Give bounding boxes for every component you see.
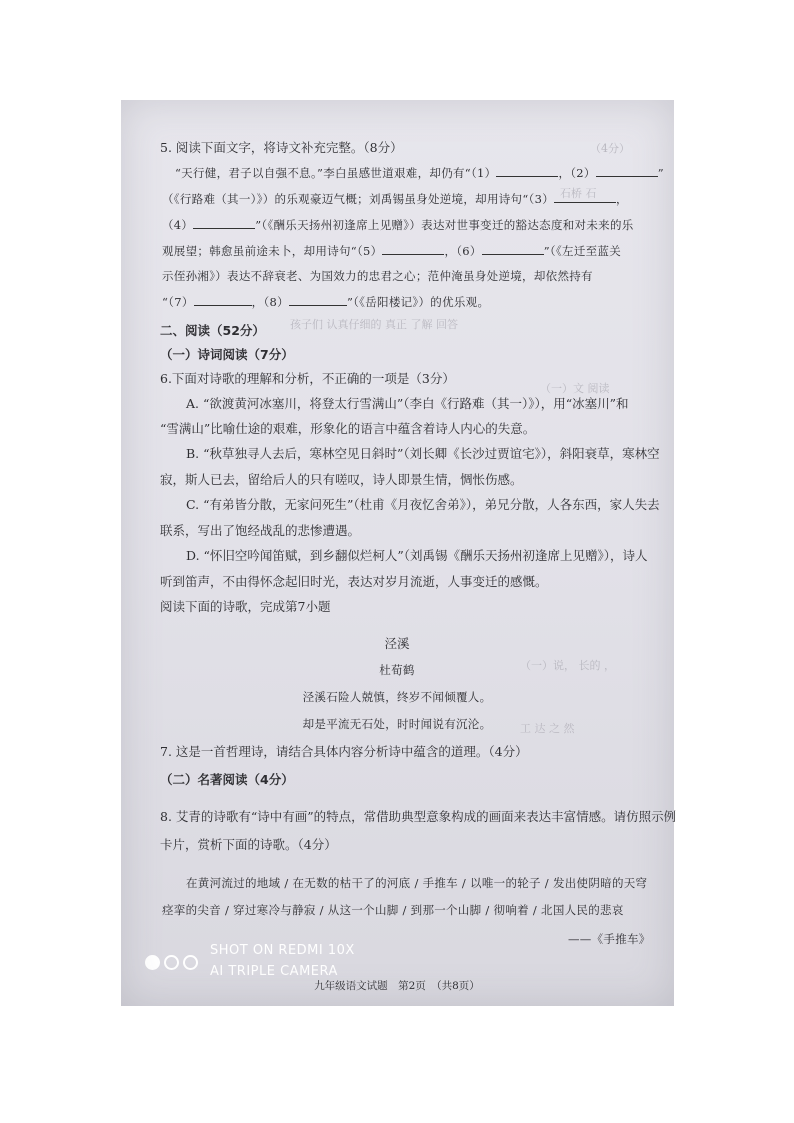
- q5-line6: “（7） ，（8） ”（《岳阳楼记》）的优乐观。: [162, 295, 490, 309]
- q5-line3: （4） ”（《酬乐天扬州初逢席上见赠》）表达对世事变迁的豁达态度和对未来的乐: [162, 218, 634, 232]
- q8-poem-source: ——《手推车》: [568, 932, 651, 946]
- q5-line2: （《行路难（其一）》）的乐观豪迈气概；刘禹锡虽身处逆境，却用诗句“（3） ，: [162, 192, 628, 206]
- q6-option-d-cont: 听到笛声，不由得怀念起旧时光，表达对岁月流逝，人事变迁的感慨。: [160, 574, 548, 589]
- answer-blank-3[interactable]: [554, 190, 616, 203]
- q8-stem-cont: 卡片，赏析下面的诗歌。（4分）: [160, 837, 337, 852]
- page-footer: 九年级语文试题 第2页 （共8页）: [314, 980, 480, 992]
- q6-option-a-cont: “雪满山”比喻仕途的艰难，形象化的语言中蕴含着诗人内心的失意。: [160, 421, 536, 436]
- q6-option-b: B. “秋草独寻人去后，寒林空见日斜时”（刘长卿《长沙过贾谊宅》），斜阳衰草，寒林空: [186, 446, 660, 461]
- bleed-through: 石桥 石: [560, 187, 597, 200]
- bleed-through: 孩子们 认真仔细的 真正 了解 回答: [290, 318, 458, 331]
- subsection-poetry-title: （一）诗词阅读（7分）: [160, 347, 294, 362]
- q6-stem: 6.下面对诗歌的理解和分析，不正确的一项是（3分）: [160, 371, 455, 386]
- bleed-through: （一）说， 长的 ，: [520, 659, 615, 672]
- poem-author: 杜荀鹤: [379, 663, 415, 677]
- poem-intro: 阅读下面的诗歌，完成第7小题: [160, 599, 331, 614]
- watermark-dot-icon: [145, 955, 160, 970]
- subsection-classics-title: （二）名著阅读（4分）: [160, 772, 294, 787]
- watermark-circle-icon: [164, 955, 179, 970]
- answer-blank-8[interactable]: [289, 293, 347, 306]
- poem-line-1: 泾溪石险人兢慎，终岁不闻倾覆人。: [302, 690, 492, 704]
- bleed-through: （一）文 阅读: [540, 382, 610, 395]
- q5-line4: 观展望；韩愈虽前途未卜，却用诗句“（5） ，（6） ”（《左迁至蓝关: [162, 244, 622, 258]
- poem-line-2: 却是平流无石处，时时闻说有沉沦。: [302, 717, 492, 731]
- poem-title: 泾溪: [384, 636, 410, 651]
- bleed-through: （4分）: [590, 142, 630, 155]
- answer-blank-5[interactable]: [382, 242, 444, 255]
- q5-line1: “天行健，君子以自强不息。”李白虽感世道艰难，却仍有“（1） ，（2） ”: [175, 166, 664, 180]
- answer-blank-4[interactable]: [193, 216, 255, 229]
- answer-blank-6[interactable]: [482, 242, 544, 255]
- q8-stem: 8. 艾青的诗歌有“诗中有画”的特点，常借助典型意象构成的画面来表达丰富情感。请仿照示例: [160, 809, 677, 824]
- watermark-line-1: SHOT ON REDMI 10X: [210, 943, 355, 958]
- q8-poem-line-2: 痉挛的尖音 / 穿过寒冷与静寂 / 从这一个山脚 / 到那一个山脚 / 彻响着 / 北国人民的悲哀: [162, 903, 624, 917]
- q6-option-d: D. “怀旧空吟闻笛赋，到乡翻似烂柯人”（刘禹锡《酬乐天扬州初逢席上见赠》），诗人: [186, 548, 648, 563]
- q6-option-b-cont: 寂，斯人已去，留给后人的只有嗟叹，诗人即景生情，惆怅伤感。: [160, 472, 523, 487]
- answer-blank-1[interactable]: [496, 164, 558, 177]
- section-reading-title: 二、阅读（52分）: [160, 323, 265, 338]
- q6-option-a: A. “欲渡黄河冰塞川，将登太行雪满山”（李白《行路难（其一）》），用“冰塞川”和: [186, 396, 629, 411]
- watermark-line-2: AI TRIPLE CAMERA: [210, 964, 338, 979]
- q5-line5: 示侄孙湘》）表达不辞衰老、为国效力的忠君之心；范仲淹虽身处逆境，却依然持有: [162, 269, 593, 283]
- q5-title: 5. 阅读下面文字，将诗文补充完整。（8分）: [160, 140, 403, 155]
- q6-option-c-cont: 联系，写出了饱经战乱的悲惨遭遇。: [160, 523, 361, 538]
- watermark-circle-icon: [183, 955, 198, 970]
- answer-blank-7[interactable]: [194, 293, 252, 306]
- answer-blank-2[interactable]: [596, 164, 658, 177]
- q6-option-c: C. “有弟皆分散，无家问死生”（杜甫《月夜忆舍弟》），弟兄分散，人各东西，家人失去: [186, 497, 660, 512]
- bleed-through: 工 达 之 然: [520, 722, 575, 735]
- q8-poem-line-1: 在黄河流过的地域 / 在无数的枯干了的河底 / 手推车 / 以唯一的轮子 / 发出使阴暗的天穹: [186, 876, 648, 890]
- q7-stem: 7. 这是一首哲理诗，请结合具体内容分析诗中蕴含的道理。（4分）: [160, 744, 528, 759]
